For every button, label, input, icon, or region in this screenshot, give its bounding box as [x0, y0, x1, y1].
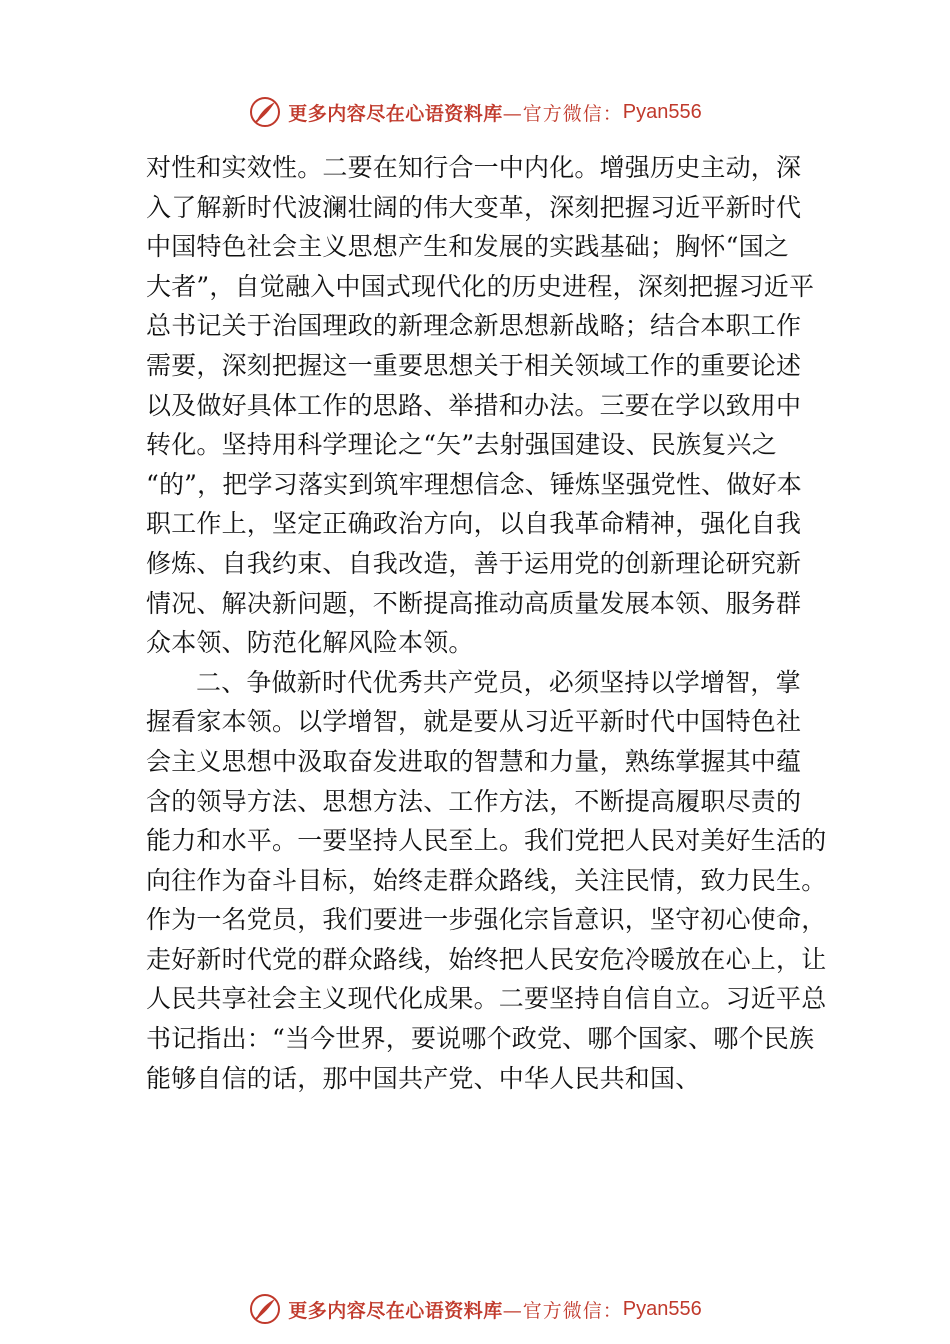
header-wechat-label: —官方微信： [502, 102, 623, 125]
text-line: 握看家本领。以学增智，就是要从习近平新时代中国特色社 [146, 707, 802, 737]
text-line: 转化。坚持用科学理论之“矢”去射强国建设、民族复兴之 [146, 430, 777, 460]
text-line: 以及做好具体工作的思路、举措和办法。三要在学以致用中 [146, 390, 802, 420]
footer-site-text: 更多内容尽在心语资料库 [288, 1299, 503, 1322]
text-line: 职工作上，坚定正确政治方向，以自我革命精神，强化自我 [146, 509, 802, 539]
footer-wechat-label: —官方微信： [502, 1299, 623, 1322]
text-line: 情况、解决新问题，不断提高推动高质量发展本领、服务群 [146, 588, 802, 618]
header-site-text: 更多内容尽在心语资料库 [288, 102, 503, 125]
text-line: 需要，深刻把握这一重要思想关于相关领域工作的重要论述 [146, 350, 802, 380]
quill-logo-icon [248, 95, 282, 129]
text-line: 作为一名党员，我们要进一步强化宗旨意识，坚守初心使命， [146, 905, 827, 935]
footer-watermark-banner [0, 1289, 950, 1329]
text-line: 大者”，自觉融入中国式现代化的历史进程，深刻把握习近平 [146, 271, 815, 301]
header-wechat-handle: Pyan556 [622, 100, 702, 123]
text-line: 能力和水平。一要坚持人民至上。我们党把人民对美好生活的 [146, 826, 827, 856]
text-line: 修炼、自我约束、自我改造，善于运用党的创新理论研究新 [146, 548, 802, 578]
paragraph-start-line: 二、争做新时代优秀共产党员，必须坚持以学增智，掌 [196, 667, 801, 697]
text-line: 入了解新时代波澜壮阔的伟大变革，深刻把握习近平新时代 [146, 192, 802, 222]
text-line: 会主义思想中汲取奋发进取的智慧和力量，熟练掌握其中蕴 [146, 746, 802, 776]
quill-logo-icon [248, 1292, 282, 1326]
text-line: “的”，把学习落实到筑牢理想信念、锤炼坚强党性、做好本 [146, 469, 802, 499]
header-watermark-banner [0, 92, 950, 132]
footer-wechat-handle: Pyan556 [622, 1297, 702, 1320]
text-line: 书记指出：“当今世界，要说哪个政党、哪个国家、哪个民族 [146, 1024, 815, 1054]
text-line: 总书记关于治国理政的新理念新思想新战略；结合本职工作 [146, 311, 802, 341]
text-line: 对性和实效性。二要在知行合一中内化。增强历史主动，深 [146, 153, 802, 182]
text-line: 众本领、防范化解风险本领。 [146, 628, 474, 658]
text-line: 向往作为奋斗目标，始终走群众路线，关注民情，致力民生。 [146, 865, 827, 895]
text-line: 含的领导方法、思想方法、工作方法，不断提高履职尽责的 [146, 786, 802, 816]
document-body [146, 148, 827, 1098]
text-line: 人民共享社会主义现代化成果。二要坚持自信自立。习近平总 [146, 984, 827, 1014]
text-line: 能够自信的话，那中国共产党、中华人民共和国、 [146, 1063, 701, 1093]
text-line: 走好新时代党的群众路线，始终把人民安危冷暖放在心上，让 [146, 944, 827, 974]
text-line: 中国特色社会主义思想产生和发展的实践基础；胸怀“国之 [146, 232, 789, 262]
